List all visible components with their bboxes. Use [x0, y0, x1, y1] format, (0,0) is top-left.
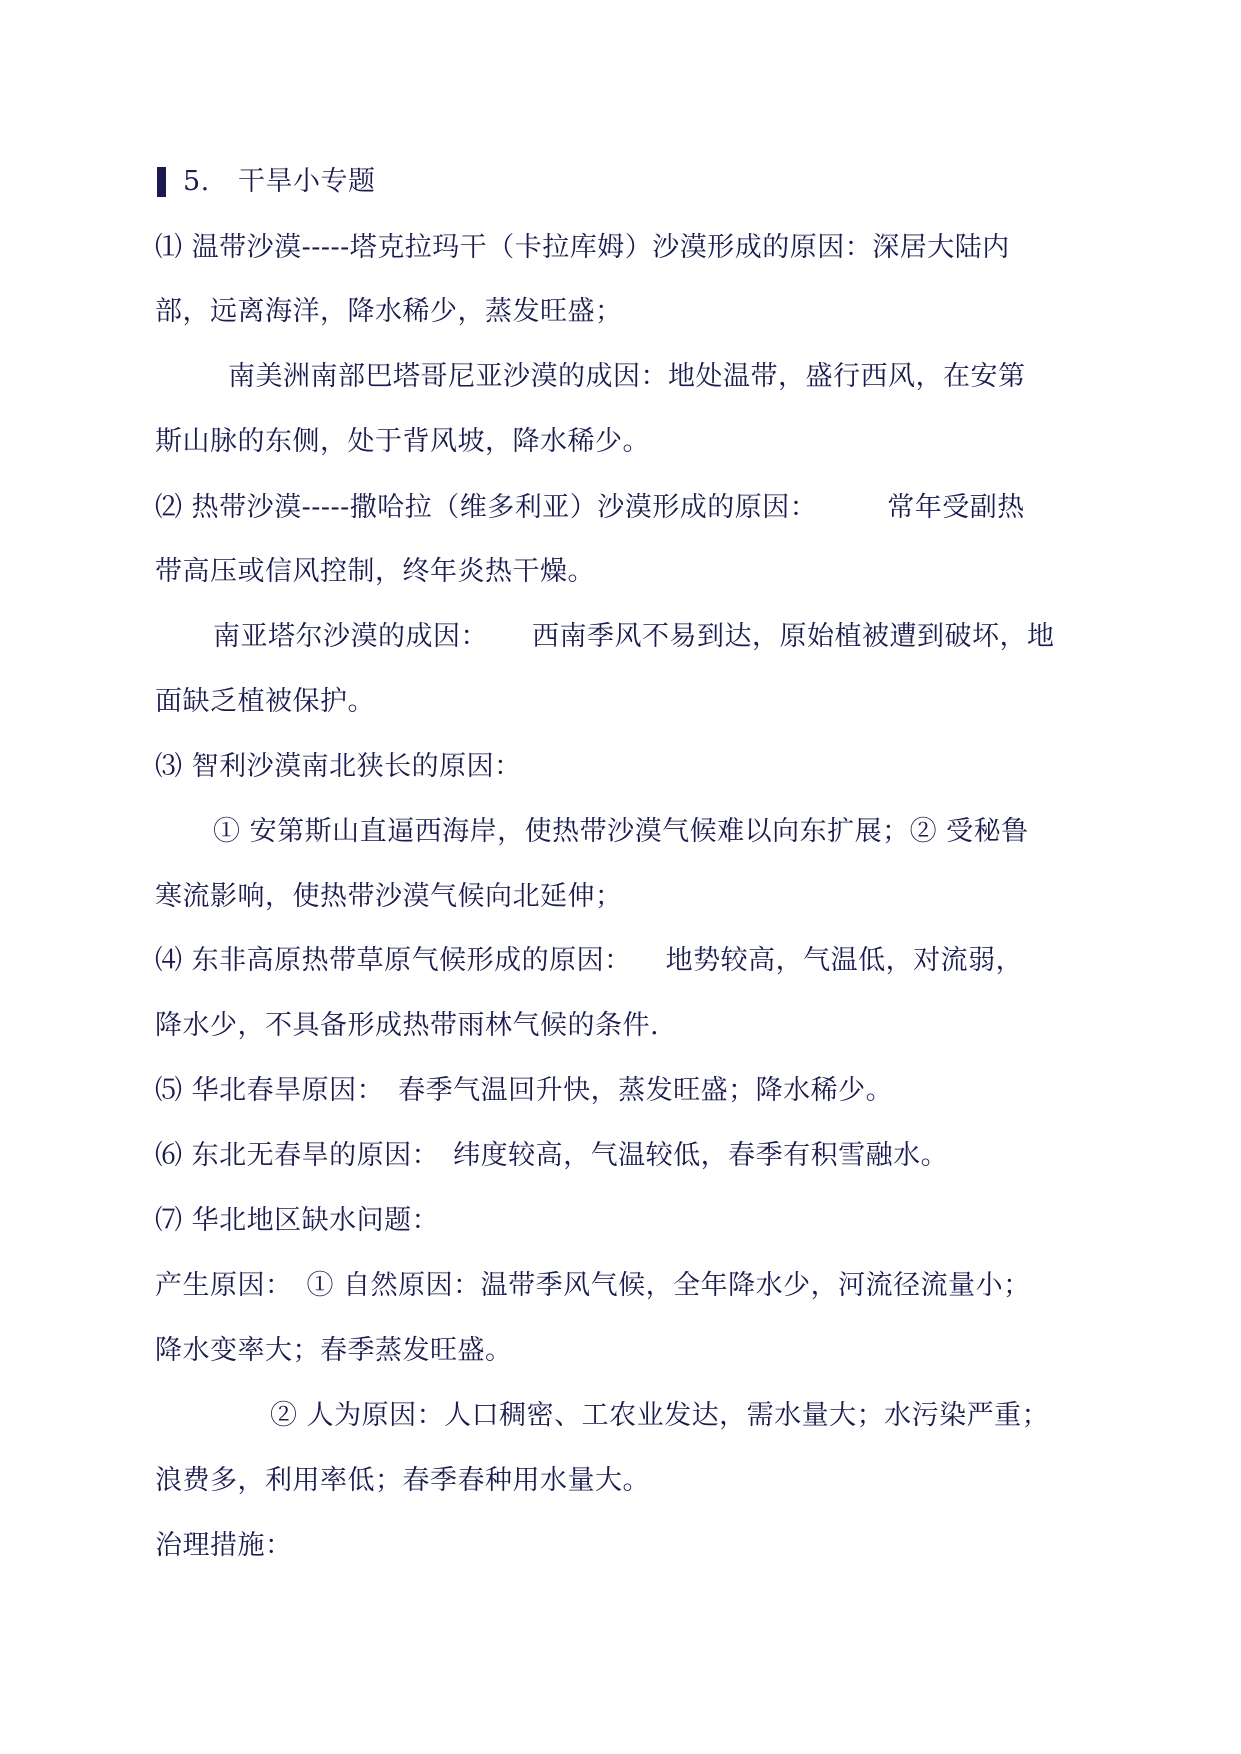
item-1-line-4: 斯山脉的东侧，处于背风坡，降水稀少。	[155, 426, 650, 457]
section-heading	[183, 162, 1123, 202]
item-6-line	[155, 1136, 1095, 1176]
section-marker	[157, 167, 166, 197]
item-3-line-2: ① 安第斯山直逼西海岸，使热带沙漠气候难以向东扩展；② 受秘鲁	[213, 816, 1029, 847]
cause-line-1	[155, 1266, 1095, 1306]
item-1-line-2: 部，远离海洋，降水稀少，蒸发旺盛；	[155, 296, 623, 327]
item-4-line-2: 降水少，不具备形成热带雨林气候的条件.	[155, 1010, 660, 1041]
section-title: 干旱小专题	[237, 166, 376, 197]
item-3-line-3: 寒流影响，使热带沙漠气候向北延伸；	[155, 881, 623, 912]
item-2-line-1-a: ⑵ 热带沙漠-----撒哈拉（维多利亚）沙漠形成的原因：	[155, 492, 818, 523]
section-number: 5.	[183, 166, 210, 197]
cause-line-2: 降水变率大；春季蒸发旺盛。	[155, 1335, 513, 1366]
cause-label: 产生原因：	[155, 1270, 293, 1301]
item-3-line-1: ⑶ 智利沙漠南北狭长的原因：	[155, 751, 522, 782]
item-1-line-3: 南美洲南部巴塔哥尼亚沙漠的成因：地处温带，盛行西风，在安第	[228, 361, 1026, 392]
item-5-a: ⑸ 华北春旱原因：	[155, 1075, 385, 1106]
item-4-line-1-a: ⑷ 东非高原热带草原气候形成的原因：	[155, 945, 632, 976]
item-6-a: ⑹ 东北无春旱的原因：	[155, 1140, 440, 1171]
item-2-line-3	[213, 617, 1153, 657]
item-7-line: ⑺ 华北地区缺水问题：	[155, 1205, 440, 1236]
item-2-line-3-b: 西南季风不易到达，原始植被遭到破坏，地	[532, 621, 1055, 652]
item-2-line-3-a: 南亚塔尔沙漠的成因：	[213, 621, 488, 652]
cause-line-4: 浪费多，利用率低；春季春种用水量大。	[155, 1465, 650, 1496]
item-5-line	[155, 1071, 1095, 1111]
item-1-line-1: ⑴ 温带沙漠-----塔克拉玛干（卡拉库姆）沙漠形成的原因：深居大陆内	[155, 232, 1010, 263]
item-2-line-1-b: 常年受副热	[887, 492, 1025, 523]
item-2-line-2: 带高压或信风控制，终年炎热干燥。	[155, 556, 595, 587]
measures-label: 治理措施：	[155, 1530, 293, 1561]
item-4-line-1-b: 地势较高，气温低，对流弱，	[665, 945, 1024, 976]
item-5-b: 春季气温回升快，蒸发旺盛；降水稀少。	[398, 1075, 894, 1106]
item-6-b: 纬度较高，气温较低，春季有积雪融水。	[453, 1140, 949, 1171]
cause-human: ② 人为原因：人口稠密、工农业发达，需水量大；水污染严重；	[270, 1400, 1050, 1431]
item-4-line-1	[155, 941, 1095, 981]
item-2-line-1	[155, 488, 1095, 528]
item-2-line-4: 面缺乏植被保护。	[155, 686, 375, 717]
cause-natural: ① 自然原因：温带季风气候，全年降水少，河流径流量小；	[306, 1270, 1031, 1301]
